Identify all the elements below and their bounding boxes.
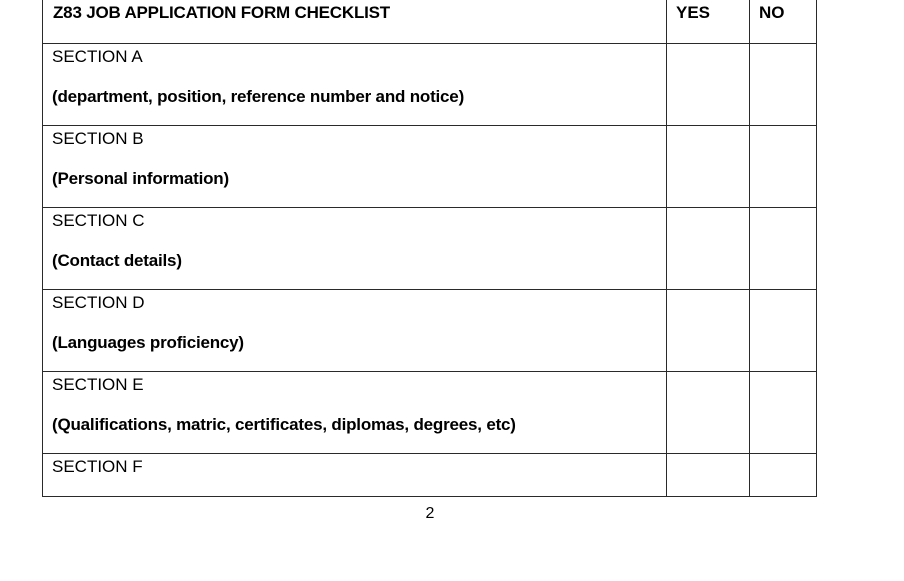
section-cell — [43, 126, 667, 208]
yes-cell[interactable] — [667, 126, 750, 208]
section-cell — [43, 208, 667, 290]
section-label: SECTION C — [52, 211, 145, 230]
section-description: (Qualifications, matric, certificates, diplomas, degrees, etc) — [52, 415, 516, 434]
checklist-table — [42, 0, 817, 497]
yes-column-header: YES — [667, 0, 750, 44]
section-description: (Personal information) — [52, 169, 229, 188]
table-header-row — [43, 0, 817, 44]
section-label: SECTION E — [52, 375, 144, 394]
section-description: (Languages proficiency) — [52, 333, 244, 352]
section-cell — [43, 372, 667, 454]
table-row — [43, 126, 817, 208]
no-cell[interactable] — [750, 208, 817, 290]
table-row — [43, 290, 817, 372]
no-cell[interactable] — [750, 454, 817, 497]
section-cell — [43, 290, 667, 372]
table-row — [43, 208, 817, 290]
no-cell[interactable] — [750, 126, 817, 208]
section-cell — [43, 454, 667, 497]
section-cell — [43, 44, 667, 126]
no-cell[interactable] — [750, 290, 817, 372]
section-label: SECTION F — [52, 457, 143, 476]
section-description: (department, position, reference number and notice) — [52, 87, 465, 106]
section-label: SECTION A — [52, 47, 143, 66]
no-cell[interactable] — [750, 372, 817, 454]
section-label: SECTION B — [52, 129, 144, 148]
yes-cell[interactable] — [667, 44, 750, 126]
table-row — [43, 44, 817, 126]
section-description: (Contact details) — [52, 251, 182, 270]
table-row — [43, 454, 817, 497]
section-label: SECTION D — [52, 293, 145, 312]
checklist-title: Z83 JOB APPLICATION FORM CHECKLIST — [43, 0, 667, 44]
yes-cell[interactable] — [667, 290, 750, 372]
no-cell[interactable] — [750, 44, 817, 126]
table-row — [43, 372, 817, 454]
no-column-header: NO — [750, 0, 817, 44]
yes-cell[interactable] — [667, 208, 750, 290]
yes-cell[interactable] — [667, 372, 750, 454]
page-number: 2 — [425, 505, 435, 522]
yes-cell[interactable] — [667, 454, 750, 497]
